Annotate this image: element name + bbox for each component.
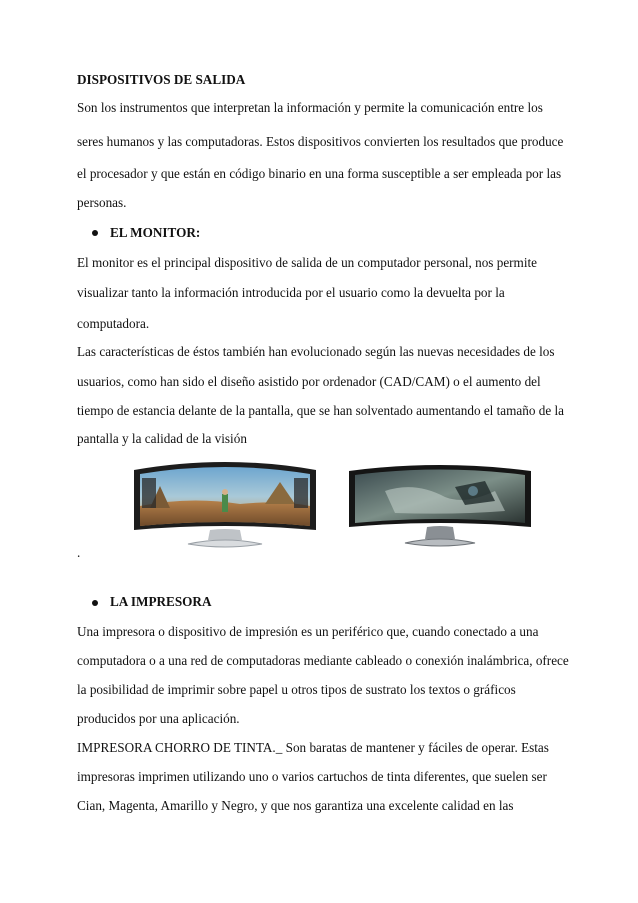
printer-para1-line-2: computadora o a una red de computadoras mediante cableado o conexión inalámbrica, ofrece bbox=[77, 653, 569, 668]
printer-para1-line-3: la posibilidad de imprimir sobre papel u otros tipos de sustrato los textos o gráficos bbox=[77, 682, 516, 697]
monitor-para1-line-2: visualizar tanto la información introducida por el usuario como la devuelta por la bbox=[77, 285, 505, 300]
bullet-icon bbox=[92, 600, 98, 606]
printer-para2-line-2: impresoras imprimen utilizando uno o varios cartuchos de tinta diferentes, que suelen ser bbox=[77, 769, 547, 784]
printer-para2-line-1: IMPRESORA CHORRO DE TINTA._ Son baratas de mantener y fáciles de operar. Estas bbox=[77, 740, 549, 755]
intro-line-2: seres humanos y las computadoras. Estos dispositivos convierten los resultados que produce bbox=[77, 134, 564, 149]
printer-heading: LA IMPRESORA bbox=[110, 594, 212, 609]
curved-monitor-image-right bbox=[345, 461, 535, 553]
monitor-para1-line-3: computadora. bbox=[77, 316, 150, 331]
monitor-para2-line-3: tiempo de estancia delante de la pantalla, que se han solventado aumentando el tamaño de la bbox=[77, 403, 565, 418]
monitor-heading: EL MONITOR: bbox=[110, 225, 201, 240]
printer-para2-line-3: Cian, Magenta, Amarillo y Negro, y que nos garantiza una excelente calidad en las bbox=[77, 798, 514, 813]
intro-line-3: el procesador y que están en código binario en una forma susceptible a ser empleada por las bbox=[77, 166, 562, 181]
printer-para1-line-1: Una impresora o dispositivo de impresión es un periférico que, cuando conectado a una bbox=[77, 624, 539, 639]
printer-para1-line-4: producidos por una aplicación. bbox=[77, 711, 240, 726]
period-mark: . bbox=[77, 545, 81, 560]
intro-line-1: Son los instrumentos que interpretan la información y permite la comunicación entre los bbox=[77, 100, 543, 115]
monitor-para2-line-2: usuarios, como han sido el diseño asistido por ordenador (CAD/CAM) o el aumento del bbox=[77, 374, 541, 389]
monitor-para2-line-1: Las características de éstos también han evolucionado según las nuevas necesidades de los bbox=[77, 344, 555, 359]
bullet-icon bbox=[92, 230, 98, 236]
curved-monitor-image-left bbox=[130, 456, 320, 552]
monitor-para2-line-4: pantalla y la calidad de la visión bbox=[77, 431, 247, 446]
document-title: DISPOSITIVOS DE SALIDA bbox=[77, 72, 246, 87]
monitor-para1-line-1: El monitor es el principal dispositivo de salida de un computador personal, nos permite bbox=[77, 255, 537, 270]
intro-line-4: personas. bbox=[77, 195, 127, 210]
